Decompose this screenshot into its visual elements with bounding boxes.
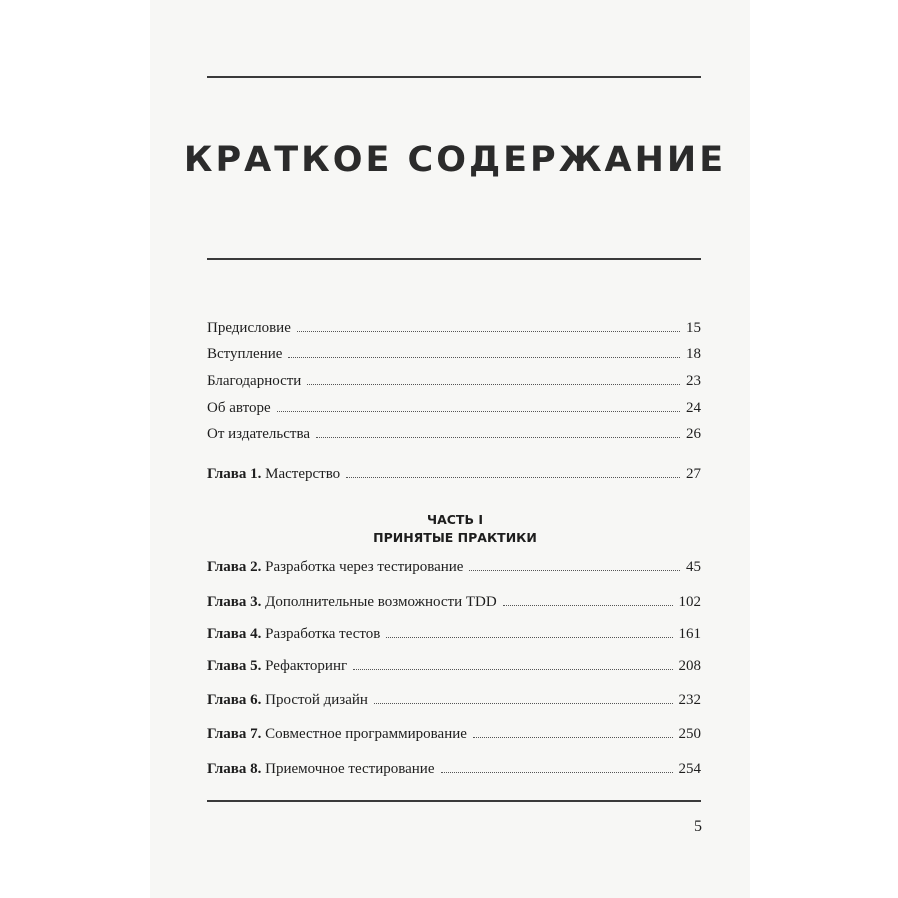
chapter-title: Разработка тестов — [265, 626, 381, 642]
part-number: ЧАСТЬ I — [426, 512, 483, 527]
toc-chapter-label — [207, 692, 368, 709]
toc-chapter-2 — [207, 559, 701, 581]
dot-leader — [307, 384, 680, 385]
toc-chapter-page: 45 — [686, 559, 701, 575]
toc-entry-label: Благодарности — [207, 373, 302, 389]
chapter-title: Приемочное тестирование — [265, 761, 435, 777]
toc-chapter-page: 27 — [686, 466, 701, 482]
toc-entry-preface — [207, 320, 701, 342]
toc-chapter-5 — [207, 658, 701, 680]
toc-chapter-label — [207, 726, 467, 743]
chapter-title: Мастерство — [265, 466, 341, 482]
chapter-title: Рефакторинг — [265, 658, 348, 674]
page-title: КРАТКОЕ СОДЕРЖАНИЕ — [183, 140, 727, 180]
dot-leader — [316, 437, 680, 438]
chapter-number: Глава 4. — [207, 626, 262, 642]
toc-entry-page: 26 — [686, 426, 701, 442]
dot-leader — [297, 331, 680, 332]
toc-entry-label: Предисловие — [207, 320, 291, 336]
toc-chapter-7 — [207, 726, 701, 748]
toc-entry-label: Вступление — [207, 346, 283, 362]
toc-entry-publisher — [207, 426, 701, 448]
chapter-number: Глава 3. — [207, 594, 262, 610]
page-number: 5 — [694, 818, 702, 835]
chapter-number: Глава 6. — [207, 692, 262, 708]
chapter-title: Дополнительные возможности TDD — [265, 594, 497, 610]
toc-entry-label: От издательства — [207, 426, 311, 442]
toc-chapter-page: 102 — [678, 594, 701, 610]
chapter-title: Простой дизайн — [265, 692, 368, 708]
dot-leader — [473, 737, 673, 738]
bottom-rule — [207, 800, 701, 802]
toc-chapter-page: 161 — [678, 626, 701, 642]
toc-entry-introduction — [207, 346, 701, 368]
toc-chapter-label — [207, 658, 347, 675]
toc-entry-about-author — [207, 400, 701, 422]
dot-leader — [346, 477, 680, 478]
dot-leader — [469, 570, 680, 571]
toc-entry-page: 15 — [686, 320, 701, 336]
top-rule — [207, 76, 701, 78]
toc-chapter-3 — [207, 594, 701, 616]
chapter-number: Глава 7. — [207, 726, 262, 742]
chapter-number: Глава 8. — [207, 761, 262, 777]
toc-chapter-page: 232 — [678, 692, 701, 708]
toc-entry-label: Об авторе — [207, 400, 271, 416]
toc-chapter-page: 254 — [678, 761, 701, 777]
title-rule — [207, 258, 701, 260]
toc-chapter-page: 208 — [678, 658, 701, 674]
toc-entry-page: 23 — [686, 373, 701, 389]
toc-chapter-label — [207, 559, 463, 576]
toc-chapter-8 — [207, 761, 701, 783]
dot-leader — [277, 411, 680, 412]
dot-leader — [374, 703, 673, 704]
toc-chapter-label — [207, 626, 380, 643]
dot-leader — [353, 669, 672, 670]
dot-leader — [386, 637, 672, 638]
dot-leader — [288, 357, 680, 358]
toc-chapter-label — [207, 466, 340, 483]
chapter-title: Совместное программирование — [265, 726, 467, 742]
toc-chapter-label — [207, 761, 435, 778]
chapter-title: Разработка через тестирование — [265, 559, 464, 575]
chapter-number: Глава 1. — [207, 466, 262, 482]
dot-leader — [441, 772, 673, 773]
toc-chapter-page: 250 — [678, 726, 701, 742]
chapter-number: Глава 2. — [207, 559, 262, 575]
part-title: ПРИНЯТЫЕ ПРАКТИКИ — [373, 530, 537, 545]
toc-chapter-4 — [207, 626, 701, 648]
toc-entry-acknowledgements — [207, 373, 701, 395]
toc-entry-page: 24 — [686, 400, 701, 416]
toc-entry-page: 18 — [686, 346, 701, 362]
toc-chapter-6 — [207, 692, 701, 714]
toc-chapter-1 — [207, 466, 701, 488]
toc-chapter-label — [207, 594, 497, 611]
chapter-number: Глава 5. — [207, 658, 262, 674]
dot-leader — [503, 605, 673, 606]
